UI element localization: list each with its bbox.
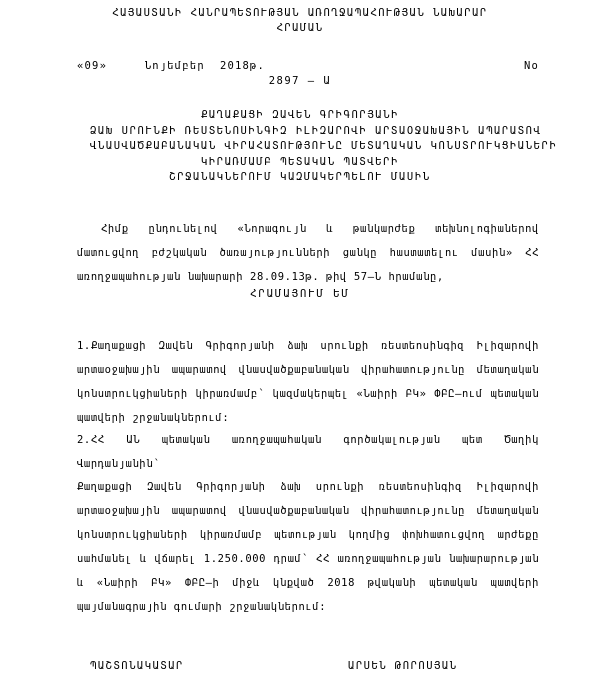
date-row <box>77 60 539 74</box>
order-heading: ՀՐԱՄԱՅՈՒՄ ԵՄ <box>250 288 350 300</box>
document-header <box>0 6 600 36</box>
date-month: Նոյեմբեր <box>144 60 205 72</box>
subject-line: ԿԻՐԱՌՄԱՄԲ ՊԵՏԱԿԱՆ ՊԱՏՎԵՐԻ <box>200 155 400 168</box>
paragraph-3: Քաղաքացի Զավեն Գրիգորյանի ձախ սրունքի ռեստեոսինգիզ Իլիզարովի արտաօջախային ապարատով վնասվածքաբանական վիրահատությունը մետաղական կոնստրուկցիաների կիրառմամբ պետության կողմից փոխհատուցվող արժեքը սահմանել և վճարել 1.250.000 դրամ՝ ՀՀ առողջապահության նախարարության և «Նաիրի ԲԿ» ՓԲԸ–ի միջև կնքված 2018 թվականի պետական պատվերի պայմանագրային գումարի շրջանակներում: <box>77 481 539 613</box>
ministry-title: ՀԱՅԱՍՏԱՆԻ ՀԱՆՐԱՊԵՏՈՒԹՅԱՆ ԱՌՈՂՋԱՊԱՀՈՒԹՅԱՆ ՆԱԽԱՐԱՐ <box>112 7 488 19</box>
paragraph-1: 1.Քաղաքացի Զավեն Գրիգորյանի ձախ սրունքի ռեստեոսինգիզ Իլիզարովի արտաօջախային ապարատով վնասվածքաբանական վիրահատությունը մետաղական կոնստրուկցիաների կիրառմամբ՝ կազմակերպել «Նաիրի ԲԿ» ՓԲԸ–ում պետական պատվերի շրջանակներում: <box>77 340 539 424</box>
subject-line: ՁԱԽ ՍՐՈՒՆՔԻ ՌԵՍՏԵՆՈՍԻՆԳԻԶ ԻԼԻԶԱՐՈՎԻ ԱՐՏԱՕՋԱԽԱՅԻՆ ԱՊԱՐԱՏՈՎ <box>90 124 542 137</box>
number-label: No <box>523 60 539 72</box>
date-year: 2018թ. <box>219 60 266 72</box>
document-type: ՀՐԱՄԱՆ <box>276 22 324 34</box>
preamble-text: Հիմք ընդունելով «Նորագույն և թանկարժեք տեխնոլոգիաներով մատուցվող բժշկական ծառայությունների ցանկը հաստատելու մասին» ՀՀ առողջապահության նախարարի 28.09.13թ. թիվ 57–Ն հրամանը, <box>77 223 539 283</box>
order-number: 2897 – Ա <box>268 75 332 87</box>
signatory-name: ԱՐՍԵՆ ԹՈՐՈՍՅԱՆ <box>348 660 458 672</box>
order-subject <box>90 108 558 186</box>
subject-line: ՎՆԱՍՎԱԾՔԱԲԱՆԱԿԱՆ ՎԻՐԱՀԱՏՈՒԹՅՈՒՆԸ ՄԵՏԱՂԱԿԱՆ ԿՈՆՍՏՐՈՒԿՑԻԱՆԵՐԻ <box>90 140 558 152</box>
paragraph-2: 2.ՀՀ ԱՆ պետական առողջապահական գործակալության պետ Ծաղիկ Վարդանյանին՝ <box>77 434 539 470</box>
subject-line: ՔԱՂԱՔԱՑԻ ԶԱՎԵՆ ԳՐԻԳՈՐՅԱՆԻ <box>200 109 400 121</box>
signatory-title: ՊԱՇՏՈՆԱԿԱՏԱՐ <box>90 660 184 672</box>
subject-line: ՇՐՋԱՆԱԿՆԵՐՈՒՄ ԿԱԶՄԱԿԵՐՊԵԼՈՒ ՄԱՍԻՆ <box>169 171 431 183</box>
date-day: «09» <box>77 60 108 72</box>
